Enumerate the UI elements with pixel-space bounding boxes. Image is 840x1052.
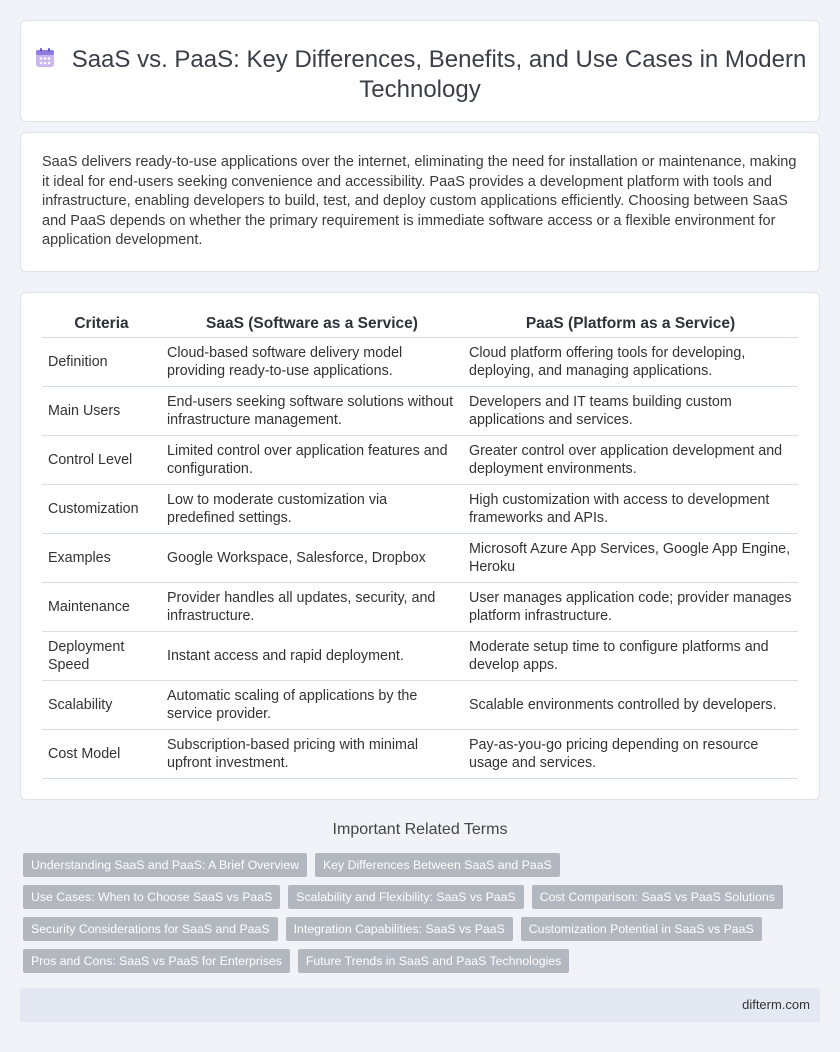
criteria-cell: Main Users: [42, 386, 161, 435]
paas-cell: User manages application code; provider manages platform infrastructure.: [463, 582, 798, 631]
saas-cell: Google Workspace, Salesforce, Dropbox: [161, 533, 463, 582]
paas-cell: Pay-as-you-go pricing depending on resource usage and services.: [463, 729, 798, 778]
title-card: [20, 20, 820, 122]
related-term-tag[interactable]: Pros and Cons: SaaS vs PaaS for Enterprises: [23, 949, 290, 973]
related-terms-list: [23, 853, 803, 973]
footer: [20, 988, 820, 1022]
saas-cell: Provider handles all updates, security, and infrastructure.: [161, 582, 463, 631]
paas-cell: Microsoft Azure App Services, Google App Engine, Heroku: [463, 533, 798, 582]
table-row: [42, 337, 798, 386]
calendar-icon: [34, 47, 56, 69]
table-row: [42, 631, 798, 680]
intro-card: [20, 132, 820, 272]
saas-cell: Low to moderate customization via predefined settings.: [161, 484, 463, 533]
criteria-cell: Maintenance: [42, 582, 161, 631]
table-row: [42, 435, 798, 484]
related-term-tag[interactable]: Integration Capabilities: SaaS vs PaaS: [286, 917, 513, 941]
paas-cell: Cloud platform offering tools for developing, deploying, and managing applications.: [463, 337, 798, 386]
criteria-cell: Customization: [42, 484, 161, 533]
table-header-row: [42, 315, 798, 337]
header-paas: PaaS (Platform as a Service): [463, 315, 798, 337]
criteria-cell: Deployment Speed: [42, 631, 161, 680]
footer-brand: difterm.com: [742, 997, 810, 1012]
header-criteria: Criteria: [42, 315, 161, 337]
related-terms-heading: Important Related Terms: [332, 821, 508, 838]
header-saas: SaaS (Software as a Service): [161, 315, 463, 337]
related-term-tag[interactable]: Understanding SaaS and PaaS: A Brief Overview: [23, 853, 307, 877]
criteria-cell: Cost Model: [42, 729, 161, 778]
related-term-tag[interactable]: Cost Comparison: SaaS vs PaaS Solutions: [532, 885, 783, 909]
paas-cell: High customization with access to development frameworks and APIs.: [463, 484, 798, 533]
paas-cell: Scalable environments controlled by developers.: [463, 680, 798, 729]
criteria-cell: Control Level: [42, 435, 161, 484]
table-row: [42, 582, 798, 631]
paas-cell: Developers and IT teams building custom applications and services.: [463, 386, 798, 435]
paas-cell: Moderate setup time to configure platforms and develop apps.: [463, 631, 798, 680]
comparison-card: [20, 292, 820, 800]
related-term-tag[interactable]: Use Cases: When to Choose SaaS vs PaaS: [23, 885, 280, 909]
table-row: [42, 729, 798, 778]
related-term-tag[interactable]: Future Trends in SaaS and PaaS Technologies: [298, 949, 569, 973]
table-row: [42, 680, 798, 729]
paas-cell: Greater control over application development and deployment environments.: [463, 435, 798, 484]
saas-cell: Automatic scaling of applications by the service provider.: [161, 680, 463, 729]
comparison-table: [42, 315, 798, 779]
saas-cell: Subscription-based pricing with minimal upfront investment.: [161, 729, 463, 778]
table-row: [42, 484, 798, 533]
table-row: [42, 386, 798, 435]
related-term-tag[interactable]: Scalability and Flexibility: SaaS vs PaaS: [288, 885, 523, 909]
page-title: SaaS vs. PaaS: Key Differences, Benefits, and Use Cases in Modern Technology: [71, 46, 807, 103]
saas-cell: End-users seeking software solutions without infrastructure management.: [161, 386, 463, 435]
saas-cell: Limited control over application features and configuration.: [161, 435, 463, 484]
related-term-tag[interactable]: Customization Potential in SaaS vs PaaS: [521, 917, 762, 941]
table-row: [42, 533, 798, 582]
saas-cell: Instant access and rapid deployment.: [161, 631, 463, 680]
criteria-cell: Examples: [42, 533, 161, 582]
criteria-cell: Scalability: [42, 680, 161, 729]
intro-paragraph: SaaS delivers ready-to-use applications over the internet, eliminating the need for installation or maintenance, making it ideal for end-users seeking convenience and accessibility. PaaS provides a development platform with tools and infrastructure, enabling developers to build, test, and deploy custom applications efficiently. Choosing between SaaS and PaaS depends on whether the primary requirement is immediate software access or a flexible environment for application development.: [42, 154, 797, 248]
related-term-tag[interactable]: Security Considerations for SaaS and PaaS: [23, 917, 278, 941]
criteria-cell: Definition: [42, 337, 161, 386]
saas-cell: Cloud-based software delivery model providing ready-to-use applications.: [161, 337, 463, 386]
related-term-tag[interactable]: Key Differences Between SaaS and PaaS: [315, 853, 560, 877]
